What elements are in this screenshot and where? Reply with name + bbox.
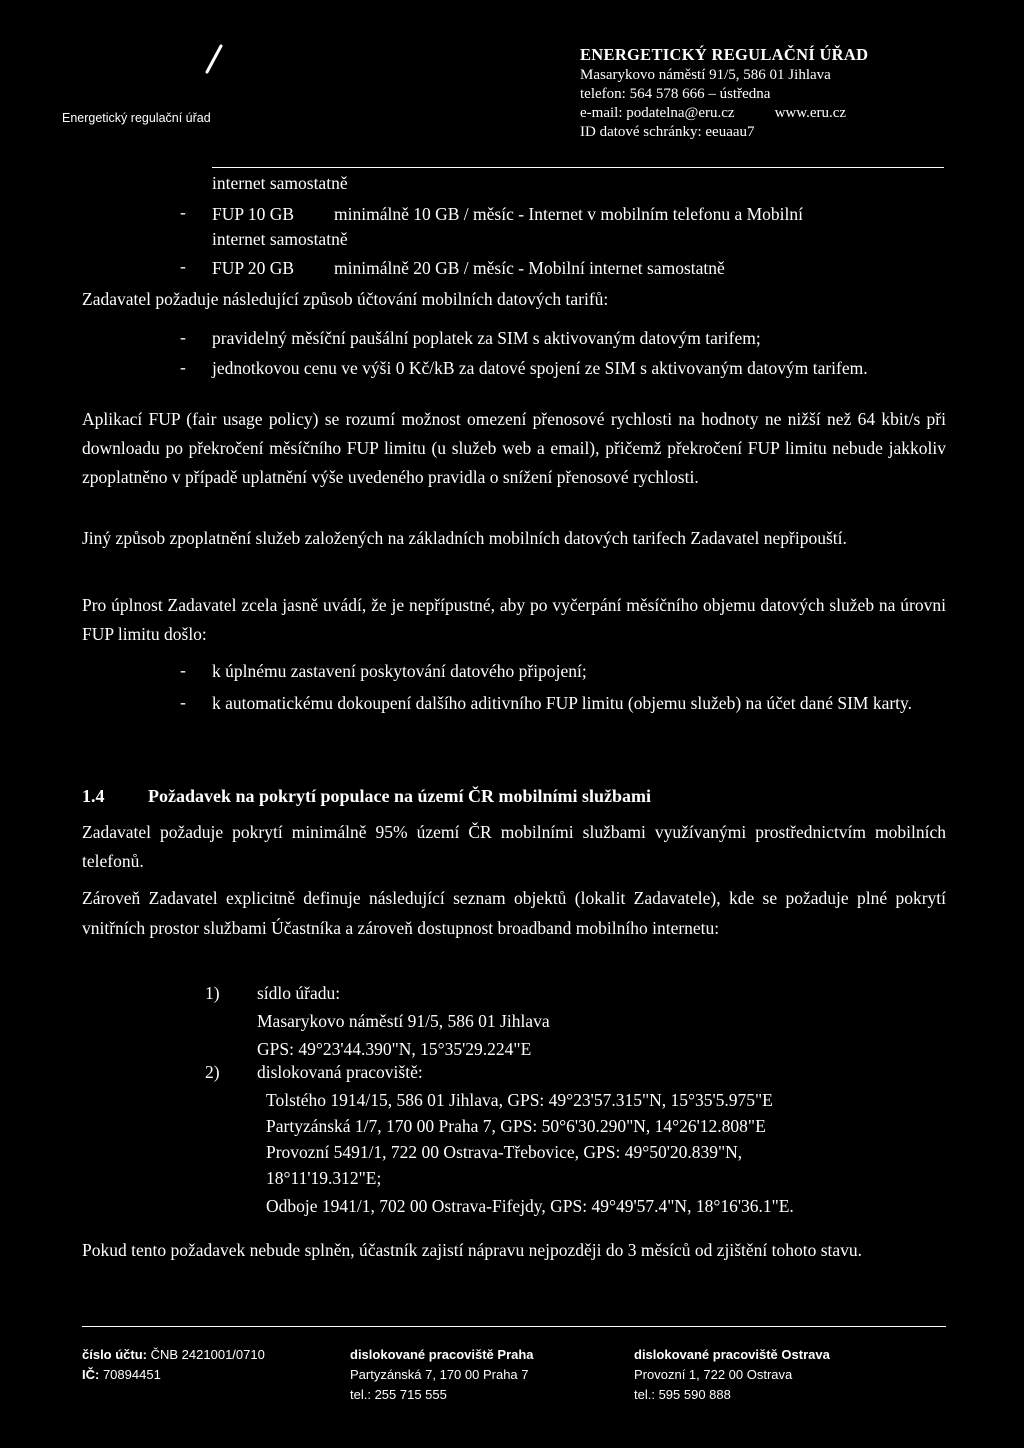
office-title: dislokované pracoviště Ostrava xyxy=(634,1347,830,1362)
paragraph-fup-policy: Aplikací FUP (fair usage policy) se rozumí možnost omezení přenosové rychlosti na hodnoty ne nižší než 64 kbit/s při downloadu po překročení měsíčního FUP limitu (u služeb web a email), přičemž překročení FUP limitu nebude jakkoliv zpoplatněno v případě uplatnění výše uvedeného pravidla o snížení přenosové rychlosti. xyxy=(82,409,946,487)
org-web: www.eru.cz xyxy=(774,105,847,121)
section-title: Požadavek na pokrytí populace na území ČR mobilními službami xyxy=(148,786,652,806)
billing-item: jednotkovou cenu ve výši 0 Kč/kB za datové spojení ze SIM s aktivovaným datovým tarifem. xyxy=(212,358,868,378)
location-address: Partyzánská 1/7, 170 00 Praha 7, GPS: 50°6'30.290"N, 14°26'12.808"E xyxy=(266,1116,766,1136)
footer-praha xyxy=(350,1345,534,1405)
list-dash: - xyxy=(180,202,186,222)
org-email: e-mail: podatelna@eru.cz xyxy=(580,105,735,121)
org-databox: ID datové schránky: eeuaau7 xyxy=(580,124,755,140)
fup-item-20gb xyxy=(212,254,725,283)
list-dash: - xyxy=(180,327,186,347)
list-dash: - xyxy=(180,357,186,377)
ic-label: IČ: xyxy=(82,1367,100,1382)
list-dash: - xyxy=(180,692,186,712)
paragraph-objects: Zároveň Zadavatel explicitně definuje následující seznam objektů (lokalit Zadavatele), kde se požaduje plné pokrytí vnitřních prostor službami Účastníka a zároveň dostupnost broadband mobilního internetu: xyxy=(82,888,946,938)
continuation-text: internet samostatně xyxy=(212,173,348,193)
location-address: Odboje 1941/1, 702 00 Ostrava-Fifejdy, GPS: 49°49'57.4"N, 18°16'36.1"E. xyxy=(266,1196,794,1216)
limit-item: k automatickému dokoupení dalšího aditivního FUP limitu (objemu služeb) na účet dané SIM karty. xyxy=(212,693,913,713)
list-dash: - xyxy=(180,660,186,680)
header-rule xyxy=(212,167,944,168)
billing-intro: Zadavatel požaduje následující způsob účtování mobilních datových tarifů: xyxy=(82,289,609,309)
location-title: dislokovaná pracoviště: xyxy=(257,1062,423,1082)
section-number: 1.4 xyxy=(82,786,105,806)
paragraph-coverage: Zadavatel požaduje pokrytí minimálně 95% území ČR mobilními službami využívanými prostřednictvím mobilních telefonů. xyxy=(82,822,946,871)
office-phone: tel.: 255 715 555 xyxy=(350,1387,447,1402)
fup-label: FUP 10 GB xyxy=(212,204,295,224)
office-address: Provozní 1, 722 00 Ostrava xyxy=(634,1367,793,1382)
footer-ostrava xyxy=(634,1345,830,1405)
paragraph-completeness: Pro úplnost Zadavatel zcela jasně uvádí, že je nepřípustné, aby po vyčerpání měsíčního objemu datových služeb na úrovni FUP limitu došlo: xyxy=(82,595,946,644)
office-address: Partyzánská 7, 170 00 Praha 7 xyxy=(350,1367,529,1382)
location-address: 18°11'19.312"E; xyxy=(266,1168,382,1188)
org-address: Masarykovo náměstí 91/5, 586 01 Jihlava xyxy=(580,67,831,83)
ic-value: 70894451 xyxy=(99,1367,161,1382)
location-title: sídlo úřadu: xyxy=(257,983,341,1003)
footer-bank xyxy=(82,1345,265,1385)
location-number: 1) xyxy=(205,983,220,1003)
account-value: ČNB 2421001/0710 xyxy=(147,1347,265,1362)
fup-text: minimálně 20 GB / měsíc - Mobilní internet samostatně xyxy=(334,258,725,278)
location-address: Provozní 5491/1, 722 00 Ostrava-Třebovice, GPS: 49°50'20.839"N, xyxy=(266,1142,743,1162)
fup-text: minimálně 10 GB / měsíc - Internet v mobilním telefonu a Mobilní xyxy=(334,204,804,224)
eru-logo xyxy=(203,44,225,74)
office-title: dislokované pracoviště Praha xyxy=(350,1347,534,1362)
location-address: Tolstého 1914/15, 586 01 Jihlava, GPS: 49°23'57.315"N, 15°35'5.975"E xyxy=(266,1090,773,1110)
fup-text-cont: internet samostatně xyxy=(212,229,348,249)
section-heading xyxy=(82,786,651,807)
location-number: 2) xyxy=(205,1062,220,1082)
account-label: číslo účtu: xyxy=(82,1347,148,1362)
fup-label: FUP 20 GB xyxy=(212,258,295,278)
location-address: Masarykovo náměstí 91/5, 586 01 Jihlava xyxy=(257,1011,550,1031)
org-title: ENERGETICKÝ REGULAČNÍ ÚŘAD xyxy=(580,45,869,64)
limit-item: k úplnému zastavení poskytování datového připojení; xyxy=(212,661,587,681)
paragraph-other-charges: Jiný způsob zpoplatnění služeb založených na základních mobilních datových tarifech Zadavatel nepřipouští. xyxy=(82,528,847,548)
paragraph-remedy: Pokud tento požadavek nebude splněn, účastník zajistí nápravu nejpozději do 3 měsíců od zjištění tohoto stavu. xyxy=(82,1240,863,1260)
letterhead xyxy=(580,44,868,142)
footer-rule xyxy=(82,1326,946,1327)
office-phone: tel.: 595 590 888 xyxy=(634,1387,731,1402)
list-dash: - xyxy=(180,256,186,276)
org-phone: telefon: 564 578 666 – ústředna xyxy=(580,86,771,102)
org-small-name: Energetický regulační úřad xyxy=(62,111,211,125)
billing-item: pravidelný měsíční paušální poplatek za SIM s aktivovaným datovým tarifem; xyxy=(212,328,761,348)
location-gps: GPS: 49°23'44.390"N, 15°35'29.224"E xyxy=(257,1039,532,1059)
